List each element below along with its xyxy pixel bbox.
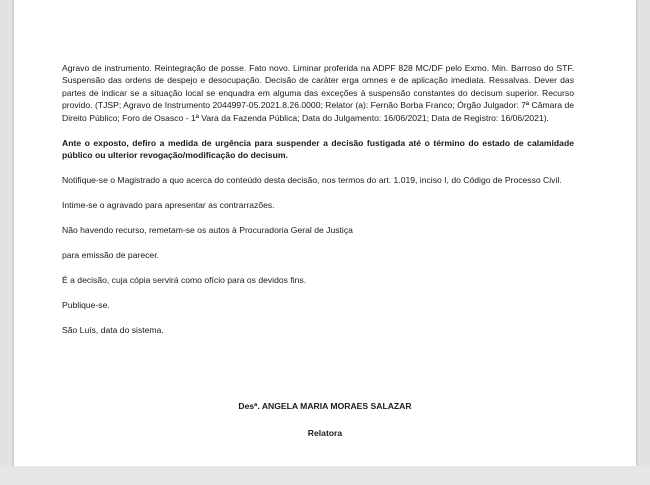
paragraph-dispositivo: Ante o exposto, defiro a medida de urgência para suspender a decisão fustigada até o término do estado de calamidade público ou ulterior revogação/modificação do decisum.: [62, 137, 574, 161]
page-gap: [0, 466, 650, 485]
signature-role: Relatora: [307, 428, 343, 438]
paragraph-parecer: para emissão de parecer.: [62, 250, 159, 261]
paragraph-notificacao: Notifique-se o Magistrado a quo acerca do conteúdo desta decisão, nos termos do art. 1.019, inciso I, do Código de Processo Civil.: [62, 175, 562, 186]
paragraph-intimacao: Intime-se o agravado para apresentar as contrarrazões.: [62, 200, 275, 211]
document-body: [62, 62, 574, 349]
paragraph-publique: Publique-se.: [62, 300, 110, 311]
paragraph-oficio: É a decisão, cuja cópia servirá como ofício para os devidos fins.: [62, 275, 307, 286]
paragraph-local-data: São Luís, data do sistema.: [62, 325, 164, 336]
signature-name: Desª. ANGELA MARIA MORAES SALAZAR: [238, 401, 412, 411]
paragraph-ementa: Agravo de instrumento. Reintegração de posse. Fato novo. Liminar proferida na ADPF 828 MC/DF pelo Exmo. Min. Barroso do STF. Suspensão das ordens de despejo e desocupação. Decisão de caráter erga omnes e de aplicação imediata. Ressalvas. Dever das partes de indicar se a situação local se enquadra em alguma das exceções à suspensão constantes do decisum superior. Recurso provido. (TJSP; Agravo de Instrumento 2044997-05.2021.8.26.0000; Relator (a): Fernão Borba Franco; Órgão Julgador: 7ª Câmara de Direito Público; Foro de Osasco - 1ª Vara da Fazenda Pública; Data do Julgamento: 16/06/2021; Data de Registro: 16/06/2021).: [62, 63, 574, 123]
document-page: [14, 0, 636, 466]
paragraph-remessa: Não havendo recurso, remetam-se os autos à Procuradoria Geral de Justiça: [62, 225, 353, 236]
